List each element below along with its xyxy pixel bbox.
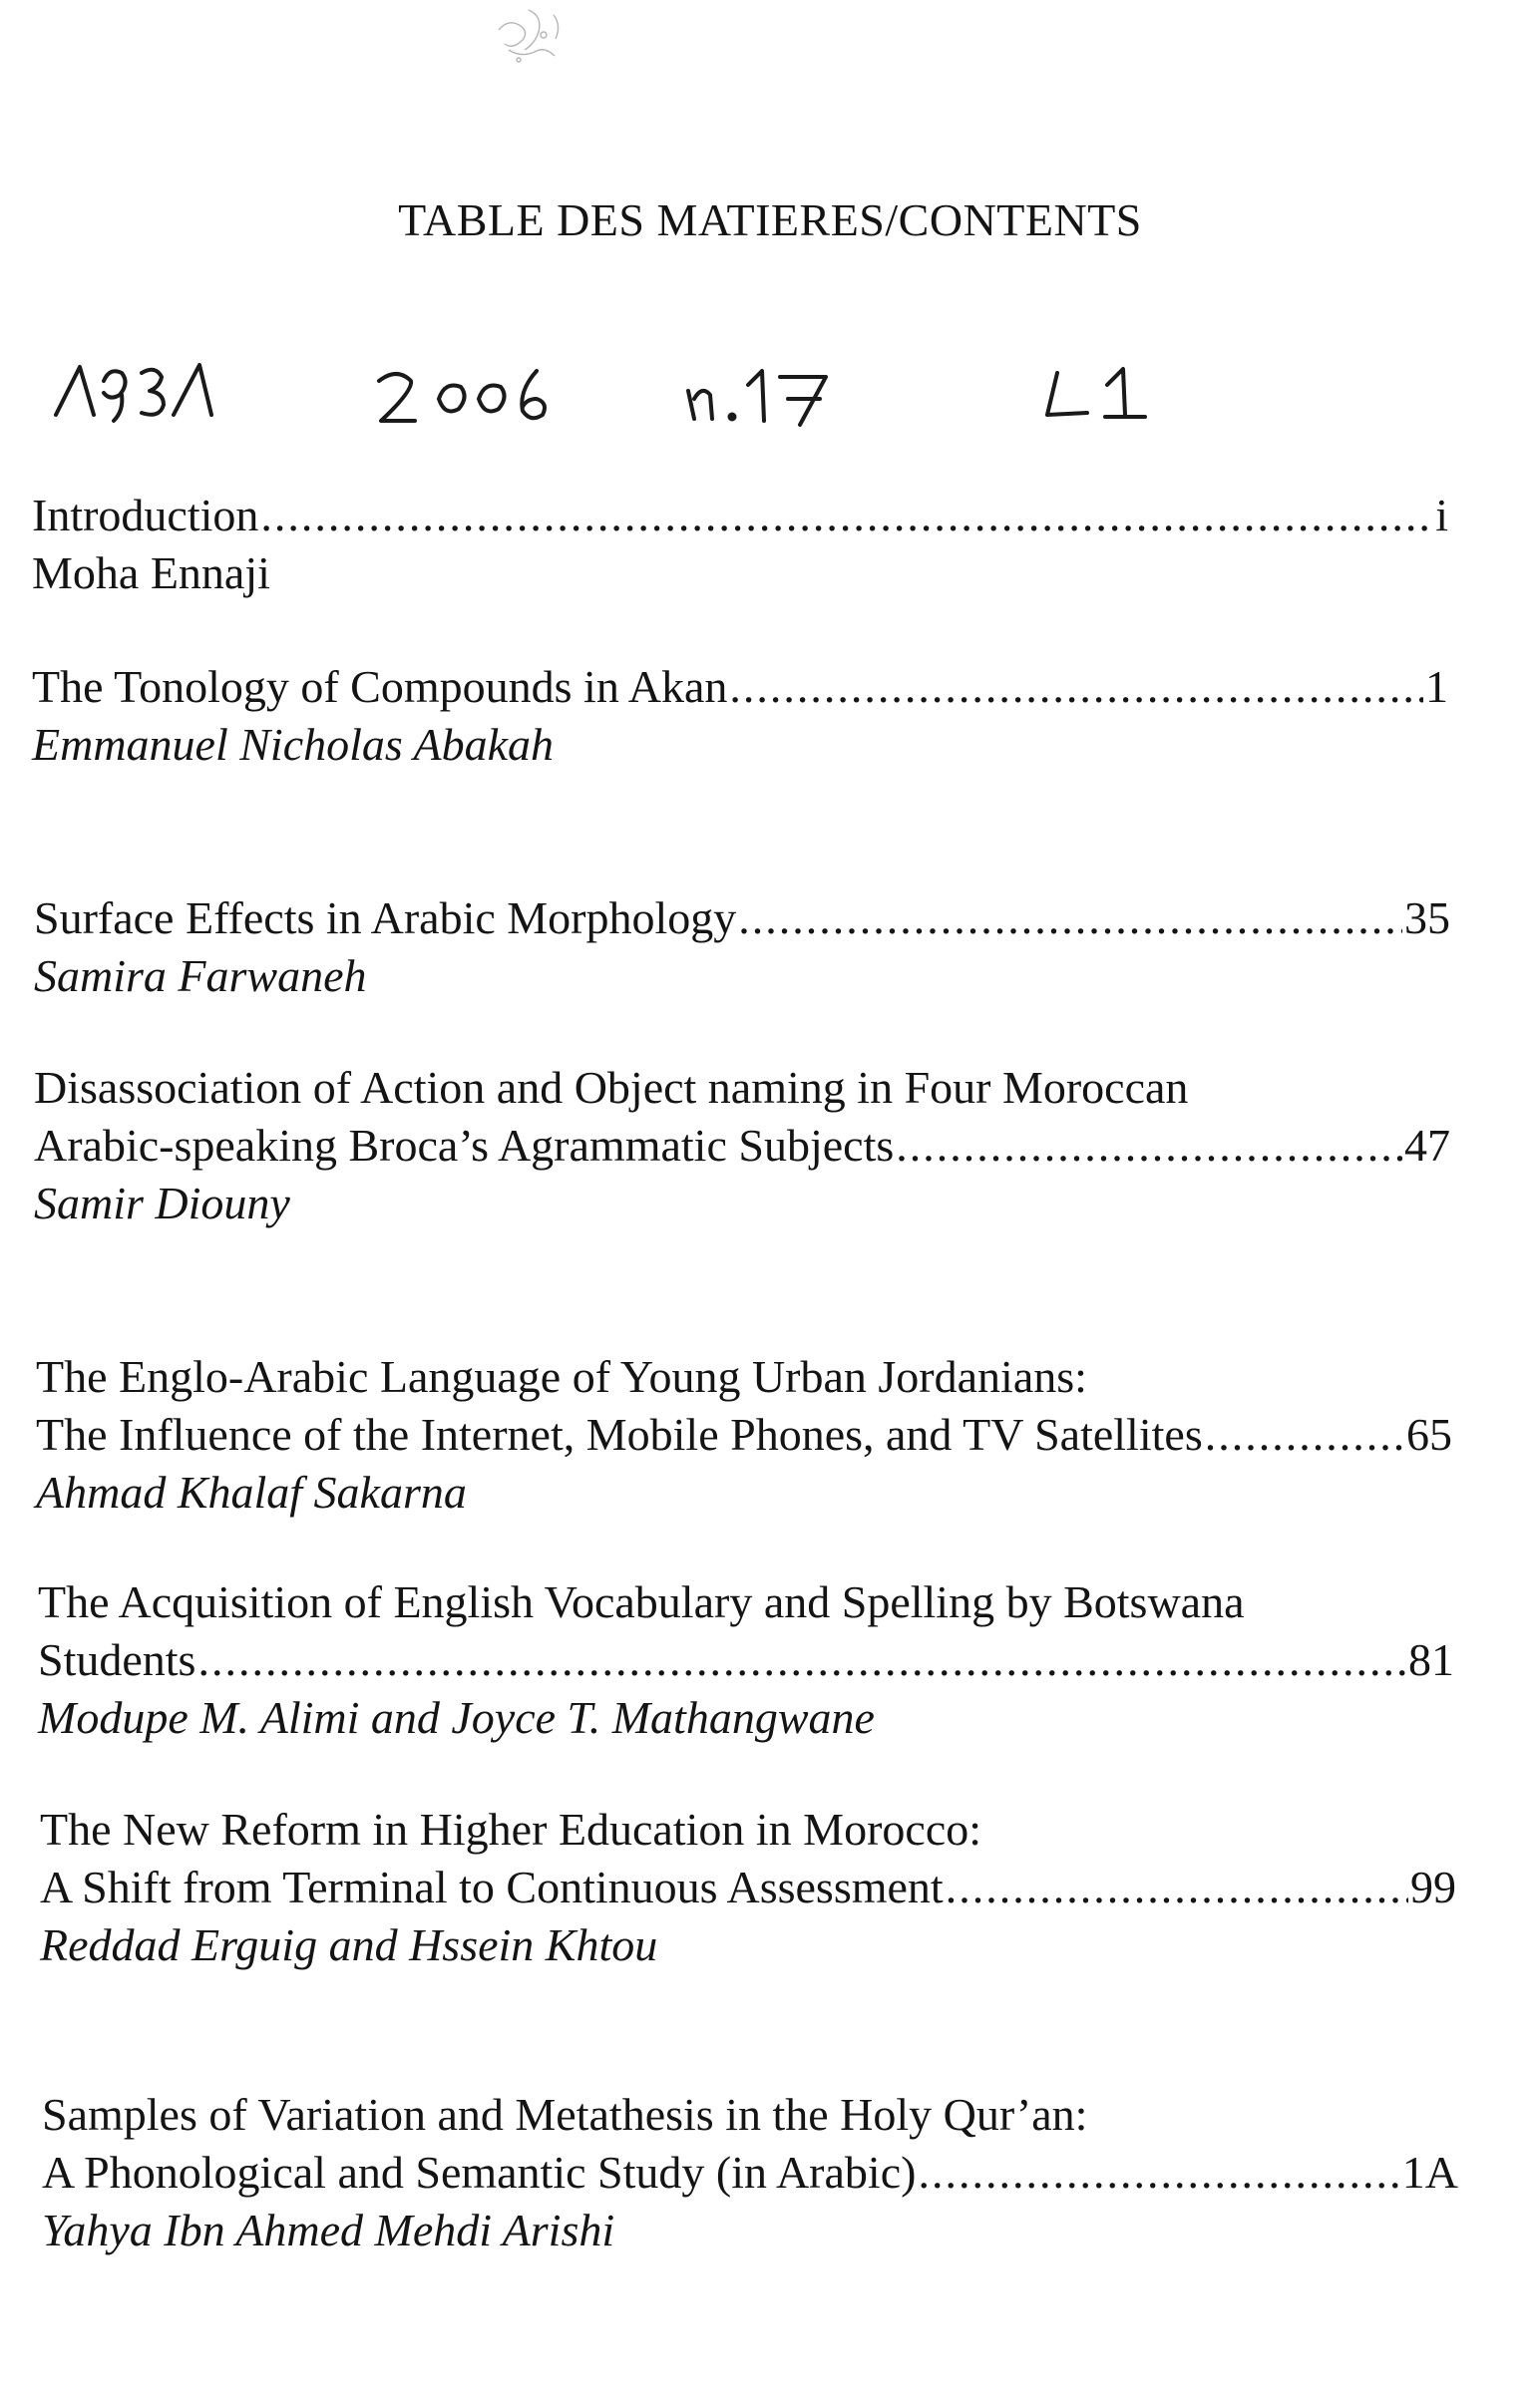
entry-title: Disassociation of Action and Object naming in Four Moroccan [34, 1062, 1189, 1113]
entry-authors: Moha Ennaji [32, 547, 270, 598]
dot-leader [197, 1631, 1406, 1689]
toc-entry [36, 1348, 1452, 1522]
entry-title: The Influence of the Internet, Mobile Phones, and TV Satellites [36, 1409, 1203, 1460]
entry-title-line [32, 487, 1448, 544]
ink-smudge-mark [469, 0, 598, 100]
entry-authors: Reddad Erguig and Hssein Khtou [40, 1919, 658, 1970]
entry-title-line [42, 2144, 1458, 2202]
entry-title-line [32, 658, 1448, 716]
toc-entry [38, 1573, 1454, 1747]
page-number: 99 [1410, 1862, 1456, 1912]
page-number: 35 [1404, 892, 1450, 943]
entry-title: A Phonological and Semantic Study (in Arabic) [42, 2147, 917, 2198]
toc-entry [34, 889, 1450, 1005]
toc-entry [40, 1801, 1456, 1974]
entry-title: The New Reform in Higher Education in Morocco: [40, 1804, 982, 1855]
entry-authors: Emmanuel Nicholas Abakah [32, 719, 554, 770]
handwritten-note-drawing [50, 355, 1247, 445]
entry-title: Surface Effects in Arabic Morphology [34, 892, 737, 943]
page-title: TABLE DES MATIERES/CONTENTS [398, 194, 1142, 245]
entry-title: Samples of Variation and Metathesis in the Holy Qur’an: [42, 2089, 1088, 2140]
entry-title: Introduction [32, 490, 259, 540]
entry-authors: Samir Diouny [34, 1178, 290, 1228]
dot-leader [738, 889, 1402, 947]
dot-leader [729, 658, 1423, 716]
entry-title-line [34, 1117, 1450, 1175]
entry-title-line [34, 889, 1450, 947]
dot-leader [260, 487, 1433, 544]
entry-authors: Modupe M. Alimi and Joyce T. Mathangwane [38, 1692, 875, 1743]
toc-entry [32, 658, 1448, 774]
dot-leader [946, 1859, 1408, 1916]
entry-title: The Tonology of Compounds in Akan [32, 661, 728, 712]
page-number: i [1435, 490, 1448, 540]
entry-title: A Shift from Terminal to Continuous Assessment [40, 1862, 944, 1912]
entry-title: The Englo-Arabic Language of Young Urban Jordanians: [36, 1351, 1087, 1402]
toc-entry [32, 487, 1448, 602]
entry-authors: Ahmad Khalaf Sakarna [36, 1467, 467, 1518]
entry-title-line [38, 1631, 1454, 1689]
dot-leader [918, 2144, 1399, 2202]
page-number: 1A [1401, 2147, 1458, 2198]
entry-title-line [36, 1406, 1452, 1464]
dot-leader [896, 1117, 1402, 1175]
entry-title: The Acquisition of English Vocabulary and Spelling by Botswana [38, 1576, 1245, 1627]
page-number: 81 [1408, 1634, 1454, 1685]
page-number: 47 [1404, 1120, 1450, 1171]
toc-entry [42, 2086, 1458, 2259]
dot-leader [1205, 1406, 1404, 1464]
entry-authors: Yahya Ibn Ahmed Mehdi Arishi [42, 2205, 615, 2255]
page-number: 65 [1406, 1409, 1452, 1460]
entry-authors: Samira Farwaneh [34, 950, 367, 1001]
toc-entry [34, 1059, 1450, 1232]
page-number: 1 [1425, 661, 1448, 712]
entry-title-line [40, 1859, 1456, 1916]
handwritten-catalog-note [50, 355, 1247, 445]
entry-title: Students [38, 1634, 196, 1685]
entry-title: Arabic-speaking Broca’s Agrammatic Subjects [34, 1120, 895, 1171]
